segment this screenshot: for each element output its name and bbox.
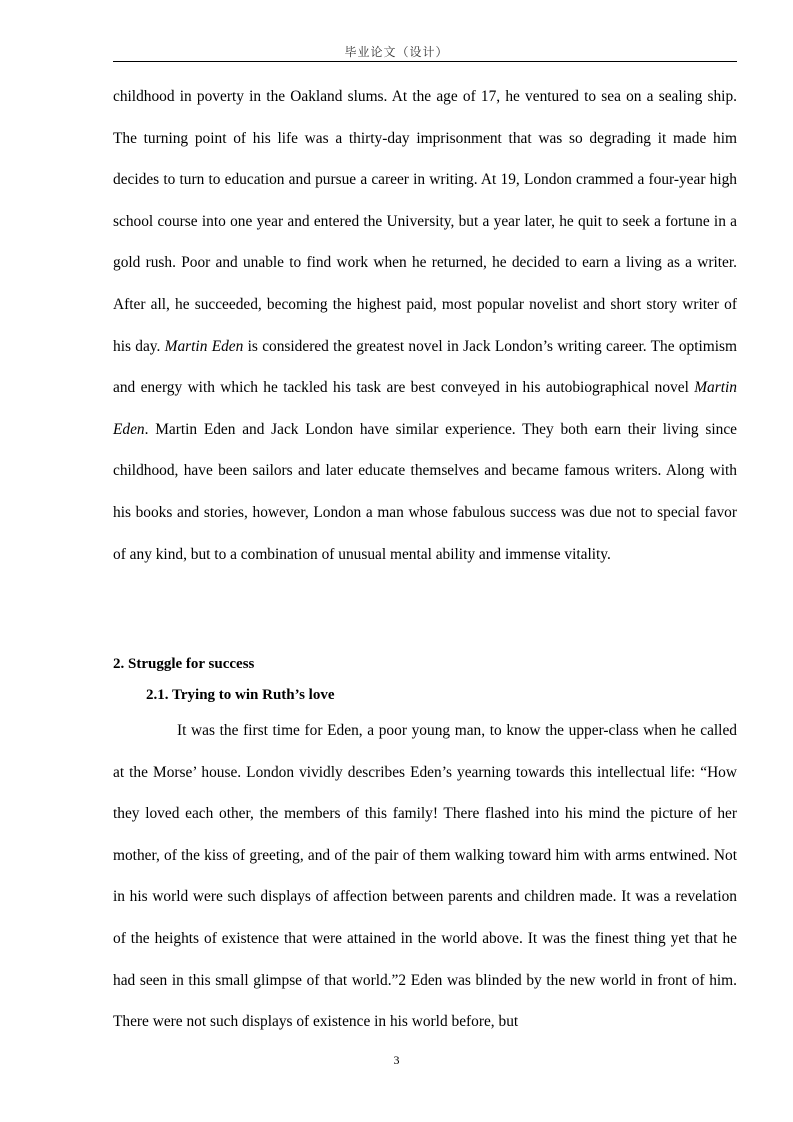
book-title-martin-eden-2: Martin Eden <box>113 379 737 438</box>
body-paragraph-2: It was the first time for Eden, a poor young man, to know the upper-class when he called at the Morse’ house. London vividly describes Eden’s yearning towards this intellectual life: “How they loved each other, the members of this family! There flashed into his mind the picture of her mother, of the kiss of greeting, and of the pair of them walking toward him with arms entwined. Not in his world were such displays of affection between parents and children made. It was a revelation of the heights of existence that were attained in the world above. It was the finest thing yet that he had seen in this small glimpse of that world.”2 Eden was blinded by the new world in front of him. There were not such displays of existence in his world before, but <box>113 722 737 1031</box>
subsection-heading: 2.1. Trying to win Ruth’s love <box>146 687 335 703</box>
header-divider <box>113 61 737 62</box>
paragraph-1-text-c: . Martin Eden and Jack London have similar experience. They both earn their living since childhood, have been sailors and later educate themselves and became famous writers. Along with his books and stories, however, London a man whose fabulous success was due not to special favor of any kind, but to a combination of unusual mental ability and immense vitality. <box>113 420 737 563</box>
paragraph-1-text-b: is considered the greatest novel in Jack London’s writing career. The optimism and energy with which he tackled his task are best conveyed in his autobiographical novel <box>113 337 737 397</box>
section-heading: 2. Struggle for success <box>113 656 255 672</box>
book-title-martin-eden: Martin Eden <box>164 337 244 355</box>
page-header-title: 毕业论文（设计） <box>344 45 449 59</box>
body-paragraph-1 <box>113 76 737 575</box>
page-number: 3 <box>393 1053 400 1067</box>
paragraph-1-text-a: childhood in poverty in the Oakland slums. At the age of 17, he ventured to sea on a sealing ship. The turning point of his life was a thirty-day imprisonment that was so degrading it made him decides to turn to education and pursue a career in writing. At 19, London crammed a four-year high school course into one year and entered the University, but a year later, he quit to seek a fortune in a gold rush. Poor and unable to find work when he returned, he decided to earn a living as a writer. After all, he succeeded, becoming the highest paid, most popular novelist and short story writer of his day. <box>113 88 737 355</box>
